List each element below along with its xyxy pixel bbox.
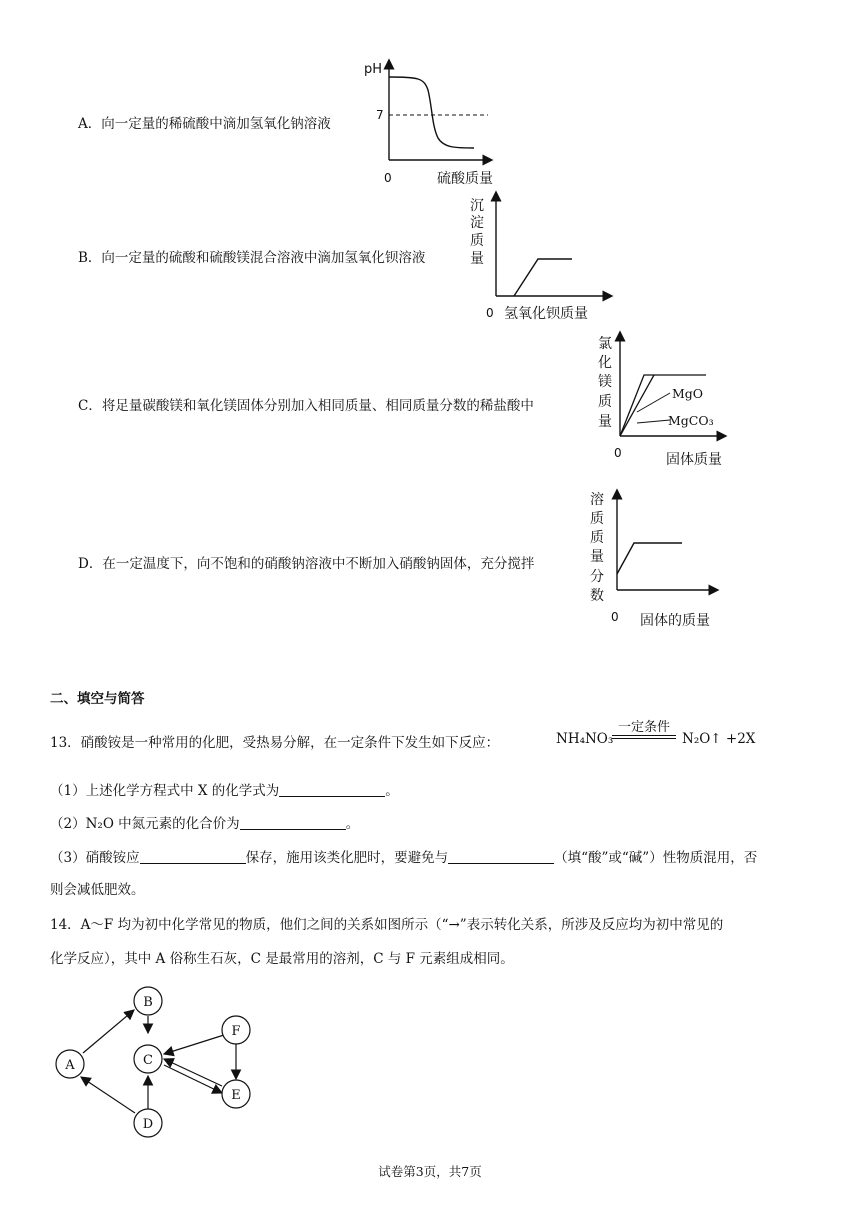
- option-b-text: B．向一定量的硫酸和硫酸镁混合溶液中滴加氢氧化钡溶液: [78, 250, 426, 266]
- precipitate-line: [514, 259, 572, 296]
- x-axis-label: 固体质量: [666, 452, 722, 468]
- x-axis-label: 固体的质量: [640, 613, 710, 629]
- q13-part2-end: 。: [345, 816, 360, 832]
- q13-part3: [50, 847, 810, 869]
- q13-answer-blank-4[interactable]: [448, 849, 554, 864]
- y-label-char-2: 质: [590, 511, 604, 527]
- q13-answer-blank-2[interactable]: [240, 815, 346, 830]
- option-a-text: A．向一定量的稀硫酸中滴加氢氧化钠溶液: [78, 116, 331, 132]
- edge-a-to-b: [83, 1010, 134, 1053]
- solute-fraction-line: [617, 543, 682, 574]
- y-label-char-1: 沉: [470, 198, 484, 214]
- node-b-label: B: [143, 995, 153, 1010]
- q13-part2: [50, 813, 810, 835]
- node-f-label: F: [231, 1024, 241, 1039]
- y-label-char-6: 数: [590, 588, 604, 604]
- option-c-graph: [592, 330, 742, 470]
- origin-label: 0: [486, 306, 494, 320]
- edge-f-to-c: [164, 1035, 224, 1054]
- node-c-label: C: [143, 1053, 153, 1068]
- q13-part1: [50, 780, 810, 802]
- node-e-label: E: [231, 1088, 241, 1103]
- q13-answer-blank-1[interactable]: [279, 782, 385, 797]
- y-label-char-5: 量: [598, 414, 612, 430]
- x-axis-label: 硫酸质量: [437, 171, 493, 187]
- option-c-text: C．将足量碳酸镁和氧化镁固体分别加入相同质量、相同质量分数的稀盐酸中: [78, 398, 534, 414]
- y-label-char-2: 化: [598, 355, 612, 371]
- q14-stem-line1: 14．A～F 均为初中化学常见的物质，他们之间的关系如图所示（“→”表示转化关系，所涉及反应均为初中常见的: [50, 917, 724, 933]
- q13-part3-text-c: （填“酸”或“碱”）性物质混用，否: [554, 850, 758, 866]
- node-b: [134, 987, 162, 1015]
- edge-e-to-c: [164, 1059, 222, 1086]
- page-footer: 试卷第3页，共7页: [378, 1164, 482, 1179]
- q13-condition: 一定条件: [617, 720, 670, 735]
- origin-label: 0: [614, 446, 622, 460]
- y-label-char-1: 氯: [598, 336, 612, 352]
- q13-product: N₂O↑ +2X: [682, 731, 756, 747]
- y-label-char-1: 溶: [590, 492, 604, 508]
- series-mgo-label: MgO: [672, 386, 704, 401]
- node-a: [56, 1050, 84, 1078]
- y-label-char-3: 质: [590, 530, 604, 546]
- q13-part1-text: （1）上述化学方程式中 X 的化学式为: [50, 783, 280, 799]
- edge-d-to-a: [81, 1077, 135, 1113]
- node-d-label: D: [142, 1117, 154, 1132]
- y-label-char-4: 量: [590, 549, 604, 565]
- q13-part2-text: （2）N₂O 中氮元素的化合价为: [50, 816, 240, 832]
- y-axis-label: pH: [364, 62, 383, 77]
- node-c: [134, 1045, 162, 1073]
- section-heading: 二、填空与简答: [50, 691, 145, 707]
- y-label-char-4: 量: [470, 251, 484, 267]
- option-d-text: D．在一定温度下，向不饱和的硝酸钠溶液中不断加入硝酸钠固体，充分搅拌: [78, 556, 535, 572]
- y-tick-7: 7: [376, 108, 384, 122]
- y-label-char-2: 淀: [470, 215, 484, 231]
- node-e: [222, 1080, 250, 1108]
- series-mgco3-label: MgCO₃: [668, 413, 714, 428]
- q13-part3-cont: 则会减低肥效。: [50, 882, 145, 898]
- option-b-graph: [462, 190, 622, 325]
- node-f: [222, 1016, 250, 1044]
- ph-curve: [389, 77, 474, 148]
- node-d: [134, 1109, 162, 1137]
- option-d-graph: [582, 486, 732, 636]
- q13-answer-blank-3[interactable]: [140, 849, 246, 864]
- y-label-char-5: 分: [590, 569, 604, 585]
- origin-label: 0: [611, 610, 619, 624]
- equation-equals-sign: [612, 735, 676, 739]
- mgco3-pointer: [637, 420, 670, 423]
- y-label-char-4: 质: [598, 394, 612, 410]
- y-label-char-3: 镁: [598, 374, 612, 390]
- origin-label: 0: [384, 171, 392, 185]
- node-a-label: A: [65, 1058, 75, 1073]
- option-a-graph: [360, 58, 510, 188]
- y-label-char-3: 质: [470, 233, 484, 249]
- q13-part3-text-a: （3）硝酸铵应: [50, 850, 140, 866]
- x-axis-label: 氢氧化钡质量: [504, 306, 588, 322]
- q13-stem: 13．硝酸铵是一种常用的化肥，受热易分解，在一定条件下发生如下反应：: [50, 735, 500, 751]
- q13-reactant: NH₄NO₃: [556, 731, 614, 747]
- q13-part3-text-b: 保存，施用该类化肥时，要避免与: [245, 850, 449, 866]
- q14-relation-diagram: [40, 982, 280, 1142]
- edge-c-to-e: [164, 1065, 222, 1093]
- q13-part1-end: 。: [385, 783, 399, 799]
- q14-stem-line2: 化学反应），其中 A 俗称生石灰，C 是最常用的溶剂，C 与 F 元素组成相同。: [50, 951, 514, 967]
